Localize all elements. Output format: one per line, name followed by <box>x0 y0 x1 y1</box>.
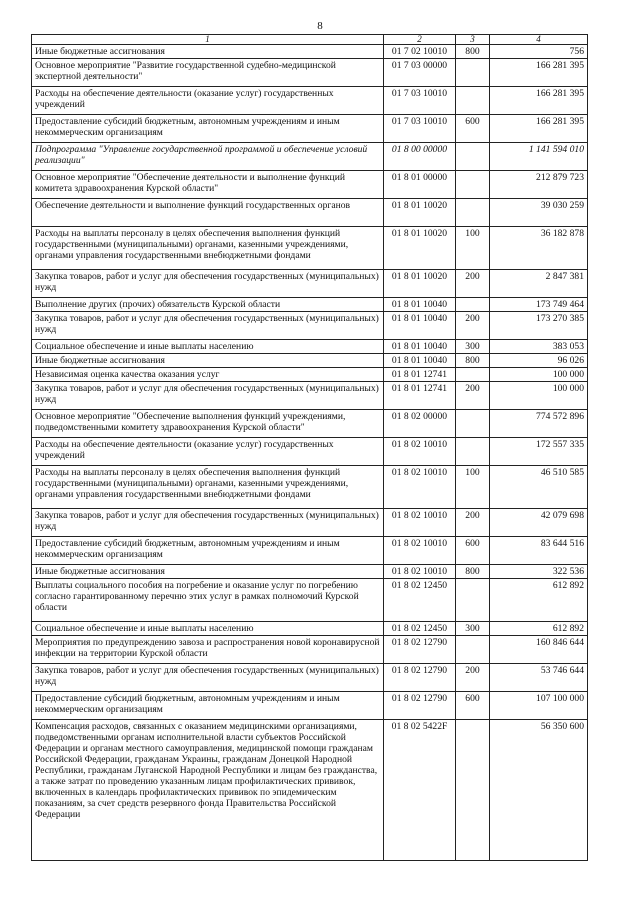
cell-type: 300 <box>456 340 490 354</box>
cell-type <box>456 87 490 115</box>
cell-name: Закупка товаров, работ и услуг для обеспечения государственных (муниципальных) нужд <box>32 270 384 298</box>
cell-name: Подпрограмма "Управление государственной программой и обеспечение условий реализации" <box>32 143 384 171</box>
cell-name: Расходы на обеспечение деятельности (оказание услуг) государственных учреждений <box>32 438 384 466</box>
table-row <box>32 115 588 143</box>
cell-code: 01 8 01 00000 <box>384 171 456 199</box>
cell-sum: 1 141 594 010 <box>490 143 588 171</box>
cell-sum: 383 053 <box>490 340 588 354</box>
cell-type <box>456 298 490 312</box>
cell-type: 100 <box>456 466 490 509</box>
table-row <box>32 466 588 509</box>
cell-name: Предоставление субсидий бюджетным, автономным учреждениям и иным некоммерческим организациям <box>32 537 384 565</box>
cell-code: 01 8 02 12450 <box>384 622 456 636</box>
cell-sum: 2 847 381 <box>490 270 588 298</box>
cell-sum: 173 270 385 <box>490 312 588 340</box>
cell-code: 01 8 02 00000 <box>384 410 456 438</box>
cell-sum: 100 000 <box>490 368 588 382</box>
table-row <box>32 622 588 636</box>
column-number-type: 3 <box>456 35 490 45</box>
cell-sum: 107 100 000 <box>490 692 588 720</box>
column-number-sum: 4 <box>490 35 588 45</box>
table-row <box>32 270 588 298</box>
table-row <box>32 298 588 312</box>
cell-name: Иные бюджетные ассигнования <box>32 45 384 59</box>
cell-type: 100 <box>456 227 490 270</box>
cell-sum: 166 281 395 <box>490 59 588 87</box>
cell-type <box>456 368 490 382</box>
cell-code: 01 8 02 12790 <box>384 664 456 692</box>
cell-sum: 756 <box>490 45 588 59</box>
table-row <box>32 509 588 537</box>
cell-code: 01 8 01 10040 <box>384 340 456 354</box>
cell-type <box>456 171 490 199</box>
cell-code: 01 8 02 5422F <box>384 720 456 861</box>
cell-code: 01 8 02 10010 <box>384 466 456 509</box>
cell-type <box>456 410 490 438</box>
cell-name: Предоставление субсидий бюджетным, автономным учреждениям и иным некоммерческим организациям <box>32 115 384 143</box>
table-row <box>32 537 588 565</box>
table-row <box>32 368 588 382</box>
cell-code: 01 8 02 10010 <box>384 509 456 537</box>
cell-type <box>456 438 490 466</box>
column-number-name: 1 <box>32 35 384 45</box>
table-row <box>32 410 588 438</box>
cell-sum: 166 281 395 <box>490 115 588 143</box>
cell-name: Выполнение других (прочих) обязательств Курской области <box>32 298 384 312</box>
cell-name: Закупка товаров, работ и услуг для обеспечения государственных (муниципальных) нужд <box>32 509 384 537</box>
cell-code: 01 8 01 10020 <box>384 227 456 270</box>
cell-type <box>456 720 490 861</box>
cell-sum: 100 000 <box>490 382 588 410</box>
cell-type <box>456 579 490 622</box>
cell-code: 01 8 01 10020 <box>384 199 456 227</box>
cell-name: Компенсация расходов, связанных с оказанием медицинскими организациями, подведомственными органам исполнительной власти субъектов Российской Федерации и органам местного самоуправления, медицинской помощи гражданам Российской Федерации, гражданам Украины, гражданам Донецкой Народной Республики, гражданам Луганской Народной Республики и лицам без гражданства, а также затрат по проведению указанным лицам профилактических прививок, включенных в календарь профилактических прививок по эпидемическим показаниям, за счет средств резервного фонда Правительства Российской Федерации <box>32 720 384 861</box>
cell-type: 300 <box>456 622 490 636</box>
cell-name: Выплаты социального пособия на погребение и оказание услуг по погребению согласно гарантированному перечню этих услуг в рамках полномочий Курской области <box>32 579 384 622</box>
cell-code: 01 7 03 10010 <box>384 115 456 143</box>
cell-sum: 83 644 516 <box>490 537 588 565</box>
table-row <box>32 59 588 87</box>
cell-name: Обеспечение деятельности и выполнение функций государственных органов <box>32 199 384 227</box>
cell-name: Закупка товаров, работ и услуг для обеспечения государственных (муниципальных) нужд <box>32 312 384 340</box>
page-number: 8 <box>317 20 323 32</box>
cell-sum: 53 746 644 <box>490 664 588 692</box>
cell-code: 01 8 01 10040 <box>384 298 456 312</box>
table-row <box>32 438 588 466</box>
budget-rows <box>32 45 588 861</box>
cell-sum: 46 510 585 <box>490 466 588 509</box>
cell-code: 01 7 02 10010 <box>384 45 456 59</box>
cell-type: 200 <box>456 509 490 537</box>
table-row <box>32 45 588 59</box>
cell-name: Основное мероприятие "Обеспечение деятельности и выполнение функций комитета здравоохранения Курской области" <box>32 171 384 199</box>
cell-name: Основное мероприятие "Развитие государственной судебно-медицинской экспертной деятельности" <box>32 59 384 87</box>
cell-name: Закупка товаров, работ и услуг для обеспечения государственных (муниципальных) нужд <box>32 664 384 692</box>
cell-code: 01 8 01 12741 <box>384 368 456 382</box>
table-row <box>32 227 588 270</box>
cell-name: Иные бюджетные ассигнования <box>32 354 384 368</box>
cell-code: 01 8 02 10010 <box>384 565 456 579</box>
table-row <box>32 636 588 664</box>
cell-type: 800 <box>456 354 490 368</box>
cell-code: 01 8 01 12741 <box>384 382 456 410</box>
cell-sum: 173 749 464 <box>490 298 588 312</box>
cell-code: 01 7 03 10010 <box>384 87 456 115</box>
cell-name: Социальное обеспечение и иные выплаты населению <box>32 622 384 636</box>
cell-sum: 42 079 698 <box>490 509 588 537</box>
cell-type <box>456 636 490 664</box>
table-row <box>32 199 588 227</box>
cell-sum: 39 030 259 <box>490 199 588 227</box>
cell-name: Иные бюджетные ассигнования <box>32 565 384 579</box>
cell-sum: 160 846 644 <box>490 636 588 664</box>
cell-code: 01 8 02 12790 <box>384 636 456 664</box>
cell-sum: 166 281 395 <box>490 87 588 115</box>
cell-name: Закупка товаров, работ и услуг для обеспечения государственных (муниципальных) нужд <box>32 382 384 410</box>
cell-sum: 172 557 335 <box>490 438 588 466</box>
column-number-row <box>32 35 588 45</box>
cell-type <box>456 199 490 227</box>
cell-sum: 212 879 723 <box>490 171 588 199</box>
cell-sum: 36 182 878 <box>490 227 588 270</box>
cell-code: 01 8 00 00000 <box>384 143 456 171</box>
table-row <box>32 565 588 579</box>
cell-name: Расходы на обеспечение деятельности (оказание услуг) государственных учреждений <box>32 87 384 115</box>
cell-type: 800 <box>456 45 490 59</box>
table-row <box>32 720 588 861</box>
cell-type <box>456 59 490 87</box>
cell-sum: 612 892 <box>490 579 588 622</box>
cell-name: Предоставление субсидий бюджетным, автономным учреждениям и иным некоммерческим организациям <box>32 692 384 720</box>
table-row <box>32 692 588 720</box>
cell-code: 01 8 02 10010 <box>384 537 456 565</box>
table-row <box>32 171 588 199</box>
cell-name: Расходы на выплаты персоналу в целях обеспечения выполнения функций государственными (муниципальными) органами, казенными учреждениями, органами управления государственными внебюджетными фондами <box>32 227 384 270</box>
cell-code: 01 8 02 12790 <box>384 692 456 720</box>
table-row <box>32 579 588 622</box>
cell-sum: 774 572 896 <box>490 410 588 438</box>
cell-sum: 56 350 600 <box>490 720 588 861</box>
cell-type: 600 <box>456 537 490 565</box>
cell-name: Мероприятия по предупреждению завоза и распространения новой коронавирусной инфекции на территории Курской области <box>32 636 384 664</box>
table-row <box>32 87 588 115</box>
cell-code: 01 8 01 10020 <box>384 270 456 298</box>
budget-table <box>31 34 588 861</box>
table-row <box>32 354 588 368</box>
cell-name: Основное мероприятие "Обеспечение выполнения функций учреждениями, подведомственными комитету здравоохранения Курской области" <box>32 410 384 438</box>
cell-type: 200 <box>456 382 490 410</box>
cell-type: 200 <box>456 664 490 692</box>
cell-name: Расходы на выплаты персоналу в целях обеспечения выполнения функций государственными (муниципальными) органами, казенными учреждениями, органами управления государственными внебюджетными фондами <box>32 466 384 509</box>
cell-name: Независимая оценка качества оказания услуг <box>32 368 384 382</box>
cell-code: 01 8 02 10010 <box>384 438 456 466</box>
cell-type: 600 <box>456 692 490 720</box>
cell-code: 01 8 02 12450 <box>384 579 456 622</box>
cell-code: 01 8 01 10040 <box>384 312 456 340</box>
cell-type: 200 <box>456 270 490 298</box>
cell-type: 600 <box>456 115 490 143</box>
cell-type <box>456 143 490 171</box>
cell-type: 200 <box>456 312 490 340</box>
cell-sum: 96 026 <box>490 354 588 368</box>
cell-name: Социальное обеспечение и иные выплаты населению <box>32 340 384 354</box>
column-number-code: 2 <box>384 35 456 45</box>
table-row <box>32 382 588 410</box>
table-row <box>32 664 588 692</box>
cell-sum: 612 892 <box>490 622 588 636</box>
cell-type: 800 <box>456 565 490 579</box>
cell-code: 01 7 03 00000 <box>384 59 456 87</box>
table-row <box>32 143 588 171</box>
table-row <box>32 312 588 340</box>
cell-sum: 322 536 <box>490 565 588 579</box>
table-row <box>32 340 588 354</box>
cell-code: 01 8 01 10040 <box>384 354 456 368</box>
